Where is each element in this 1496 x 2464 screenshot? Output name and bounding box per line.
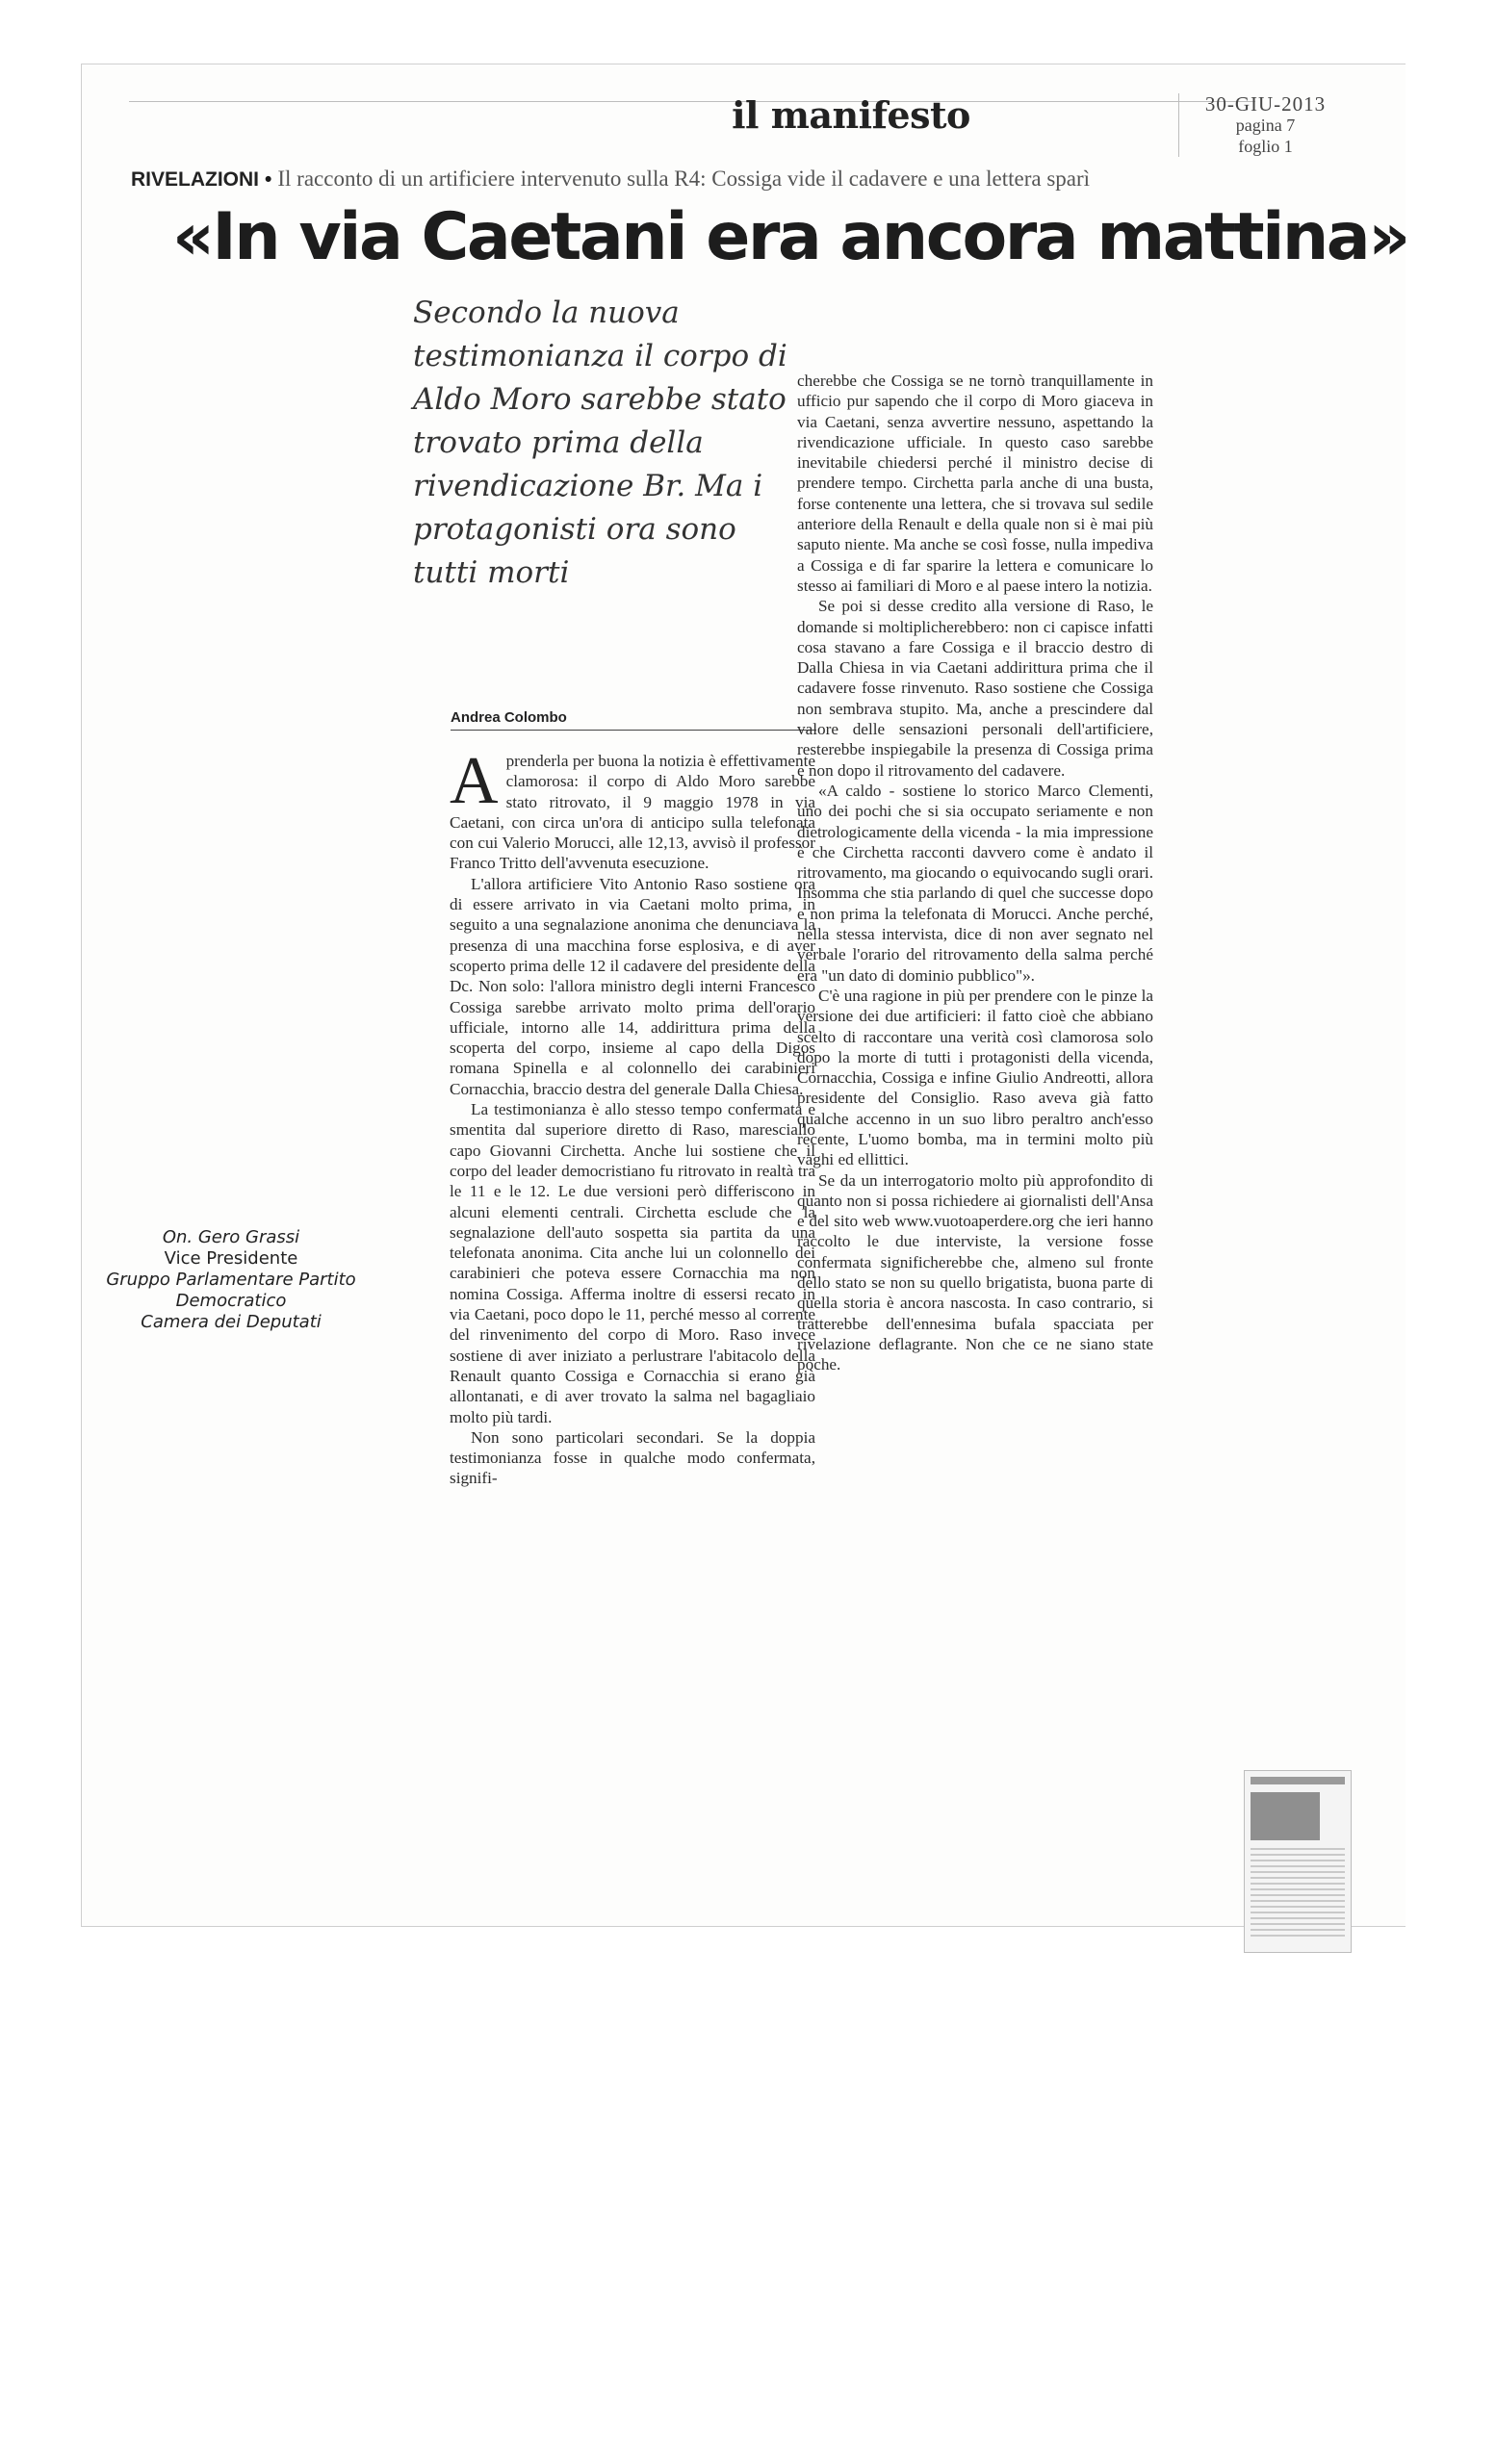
thumbnail-photo-shape [1251, 1792, 1320, 1840]
paragraph: L'allora artificiere Vito Antonio Raso sostiene ora di essere arrivato in via Caetani molto prima, in seguito a una segnalazione anonima che denunciava la presenza di una macchina forse esplosiva, e di aver scoperto prima delle 12 il cadavere del presidente della Dc. Non solo: l'allora ministro degli interni Francesco Cossiga sarebbe arrivato molto prima dell'orario ufficiale, intorno alle 14, addirittura prima della scoperta del corpo, insieme al capo della Digos romana Spinella e al colonnello dei carabinieri Cornacchia, braccio destra del generale Dalla Chiesa. [450, 874, 815, 1098]
thumbnail-text-shape [1251, 1848, 1345, 1940]
page-thumbnail [1244, 1770, 1352, 1953]
paragraph: cherebbe che Cossiga se ne tornò tranquillamente in ufficio pur sapendo che il corpo di Moro giaceva in via Caetani, senza avvertire nessuno, aspettando la rivendicazione ufficiale. In questo caso sarebbe inevitabile chiedersi perché il ministro decise di prendere tempo. Circhetta parla anche di una busta, forse contenente una lettera, che si trovava sul sedile anteriore della Renault e della quale non si è mai più saputo niente. Ma anche se così fosse, nulla impediva a Cossiga e di far sparire la lettera e comunicare lo stesso ai familiari di Moro e al paese intero la notizia. [797, 372, 1153, 595]
article-byline: Andrea Colombo [451, 709, 816, 731]
paragraph: Non sono particolari secondari. Se la doppia testimonianza fosse in qualche modo confermata, signifi- [450, 1427, 815, 1488]
thumbnail-headline-shape [1251, 1777, 1345, 1784]
page-edge [81, 64, 82, 1926]
article-headline: «In via Caetani era ancora mattina» [172, 199, 1408, 275]
clipping-sheet: foglio 1 [1238, 137, 1293, 156]
paragraph: C'è una ragione in più per prendere con le pinze la versione dei due artificieri: il fatto cioè che abbiano scelto di raccontare una verità così clamorosa solo dopo la morte di tutti i protagonisti della vicenda, Cornacchia, Cossiga e infine Giulio Andreotti, allora presidente del Consiglio. Raso aveva già fatto qualche accenno in un suo libro peraltro anch'esso recente, L'uomo bomba, ma in termini molto più vaghi ed ellittici. [797, 986, 1153, 1169]
paragraph: La testimonianza è allo stesso tempo confermata e smentita dal superiore diretto di Raso, maresciallo capo Giovanni Circhetta. Anche lui sostiene che il corpo del leader democristiano fu ritrovato in realtà tra le 11 e le 12. Le due versioni però differiscono in alcuni elementi centrali. Circhetta esclude che la segnalazione dell'auto sospetta sia partita da una telefonata anonima. Cita anche lui un colonnello dei carabinieri che poteva essere Cornacchia ma non nomina Cossiga. Afferma inoltre di essersi recato in via Caetani, poco dopo le 11, perché messo al corrente del rinvenimento del corpo di Moro. Raso invece sostiene di aver iniziato a perlustrare l'abitacolo della Renault quanto Cossiga e Cornacchia si erano già allontanati, e di aver trovato la salma nel bagagliaio molto più tardi. [450, 1100, 815, 1426]
stamp-name: On. Gero Grassi [162, 1227, 300, 1247]
clipping-page: pagina 7 [1235, 116, 1296, 135]
clipping-info [1178, 93, 1342, 157]
article-column-1 [450, 744, 815, 1489]
paragraph: Se poi si desse credito alla versione di Raso, le domande si moltiplicherebbero: non ci capisce infatti cosa stavano a fare Cossiga e il braccio destro di Dalla Chiesa in via Caetani addirittura prima che il cadavere fosse rinvenuto. Raso sostiene che Cossiga non sembrava stupito. Ma, anche a prescindere dal valore delle sensazioni personali dell'artificiere, resterebbe inspiegabile la presenza di Cossiga prima e non dopo il ritrovamento del cadavere. [797, 597, 1153, 780]
kicker [131, 167, 1392, 192]
stamp-group: Gruppo Parlamentare Partito Democratico [106, 1270, 356, 1311]
article-subhead: Secondo la nuova testimonianza il corpo di Aldo Moro sarebbe stato trovato prima della rivendicazione Br. Ma i protagonisti ora sono tutti morti [413, 295, 787, 590]
paragraph: «A caldo - sostiene lo storico Marco Clementi, uno dei pochi che si sia occupato seriamente e non dietrologicamente della vicenda - la mia impressione è che Circhetta racconti davvero come è andato il ritrovamento, ma giocando o equivocando sugli orari. Insomma che stia parlando di quel che successe dopo e non prima la telefonata di Morucci. Anche perché, nella stessa intervista, dice di non aver segnato nel verbale l'orario del ritrovamento della salma perché era "un dato di dominio pubblico"». [797, 781, 1153, 985]
kicker-label: RIVELAZIONI [131, 168, 260, 191]
paragraph: Se da un interrogatorio molto più approfondito di quanto non si possa richiedere ai giornalisti dell'Ansa e del sito web www.vuotoaperdere.org che ieri hanno raccolto le due interviste, la versione fosse confermata significherebbe che, almeno sul fronte dello stato se non su quello brigatista, buona parte di quella storia è ancora nascosta. In caso contrario, si tratterebbe dell'ennesima bufala spacciata per rivelazione deflagrante. Non che ce ne siano state poche. [797, 1170, 1153, 1374]
newspaper-masthead: il manifesto [732, 93, 970, 137]
deputy-stamp [67, 1227, 395, 1333]
clipping-date: 30-GIU-2013 [1204, 92, 1327, 116]
article-column-2 [797, 371, 1153, 1375]
kicker-text: Il racconto di un artificiere intervenuto sulla R4: Cossiga vide il cadavere e una lettera sparì [277, 167, 1091, 191]
stamp-chamber: Camera dei Deputati [141, 1312, 322, 1332]
drop-cap: A [450, 744, 499, 818]
scanned-page [81, 64, 1406, 1927]
paragraph-text: prenderla per buona la notizia è effettivamente clamorosa: il corpo di Aldo Moro sarebbe stato ritrovato, il 9 maggio 1978 in via Caetani, con circa un'ora di anticipo sulla telefonata con cui Valerio Morucci, alle 12,13, avvisò il professor Franco Tritto dell'avvenuta esecuzione. [450, 752, 815, 873]
stamp-role: Vice Presidente [164, 1248, 298, 1269]
kicker-separator: • [265, 168, 272, 191]
paragraph [450, 744, 815, 874]
